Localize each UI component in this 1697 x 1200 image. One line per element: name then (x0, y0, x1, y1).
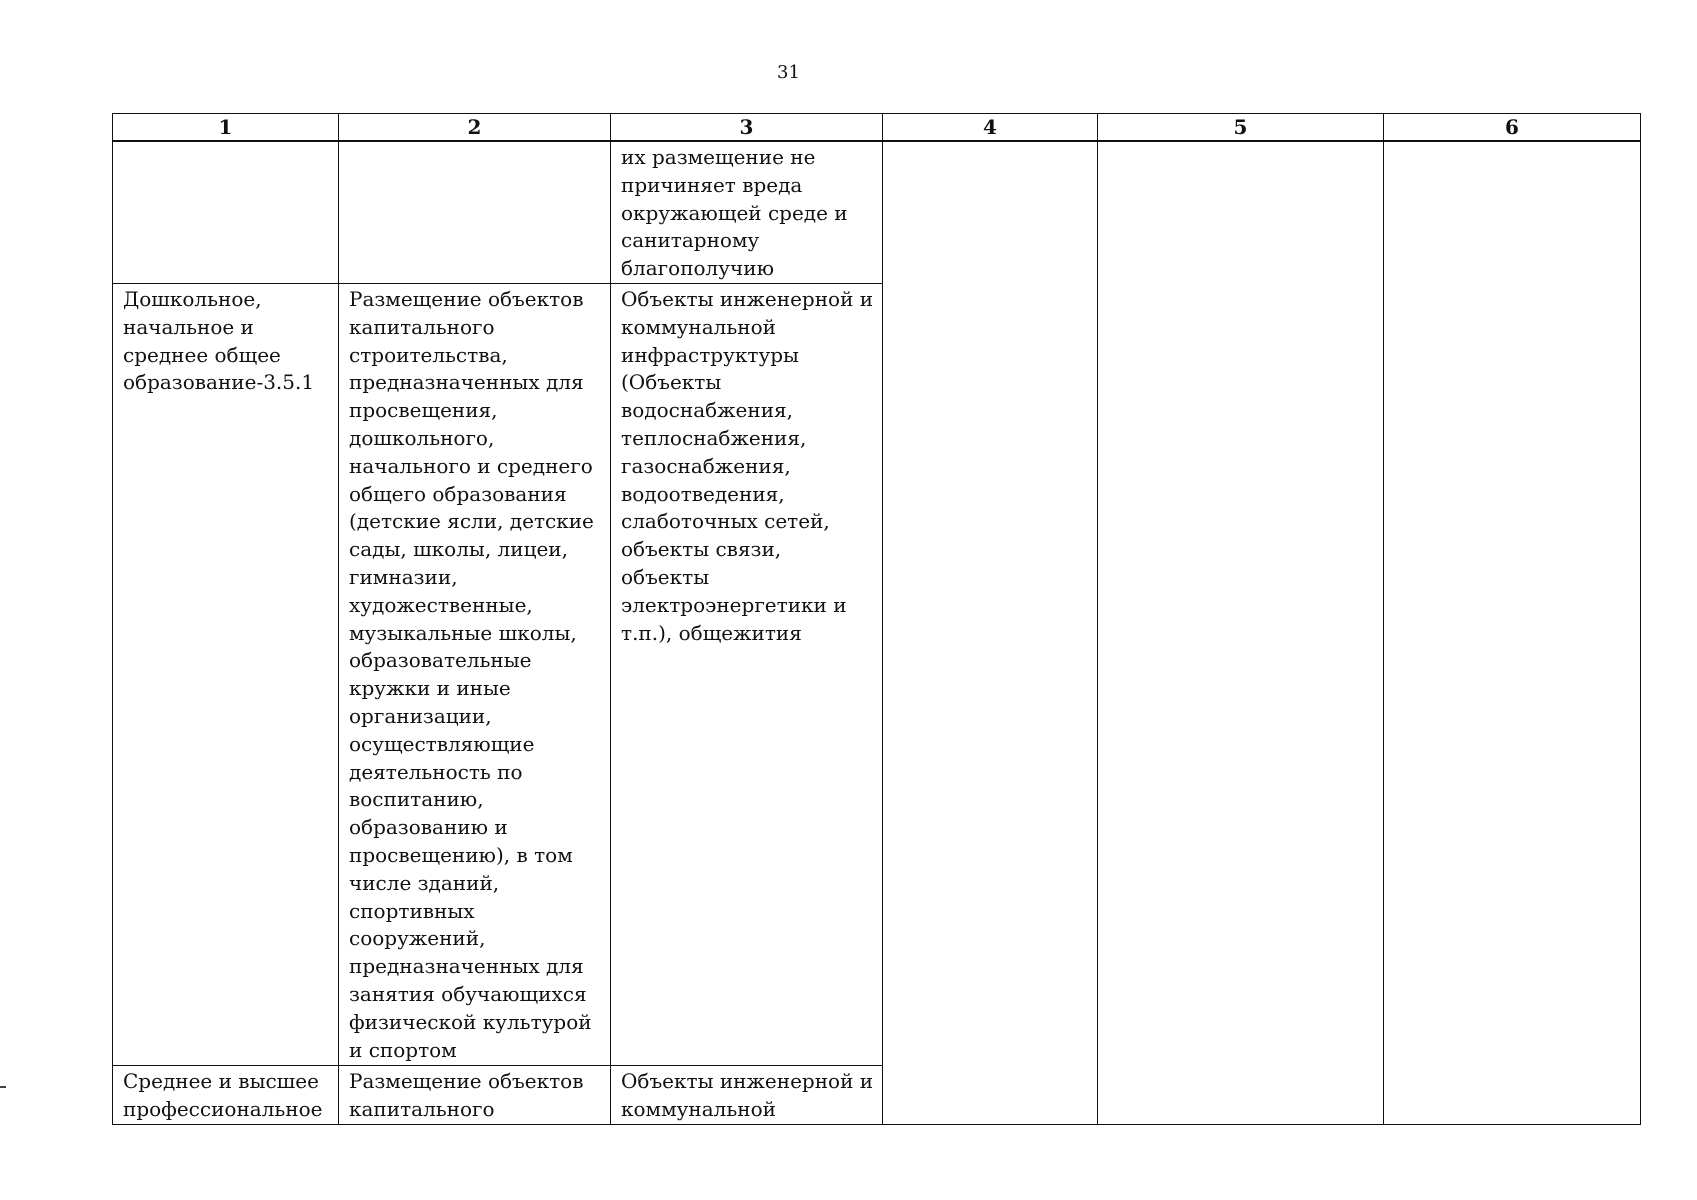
cell-use-description (339, 1065, 611, 1124)
cell-permitted-use (113, 141, 339, 283)
cell-auxiliary-use (611, 141, 883, 283)
cell-use-description (339, 141, 611, 283)
cell-column-6 (1384, 141, 1641, 1124)
cell-text: Среднее и высшее профессиональное (123, 1068, 323, 1121)
column-header-3: 3 (611, 114, 883, 142)
table-row (113, 141, 1641, 283)
cell-auxiliary-use (611, 283, 883, 1065)
cell-text: Объекты инженерной и коммунальной инфраструктуры (Объекты водоснабжения, теплоснабжения, газоснабжения, водоотведения, слаботочных сетей, объекты связи, объекты электроэнергетики и т.п.), общежития (621, 286, 874, 645)
cell-permitted-use (113, 283, 339, 1065)
column-header-6: 6 (1384, 114, 1641, 142)
page-number: 31 (777, 62, 800, 83)
cell-text: Объекты инженерной и коммунальной (621, 1068, 874, 1121)
cell-permitted-use (113, 1065, 339, 1124)
cell-text: их размещение не причиняет вреда окружающей среде и санитарному благополучию (621, 145, 848, 281)
regulations-table (112, 113, 1641, 1125)
cell-auxiliary-use (611, 1065, 883, 1124)
column-header-2: 2 (339, 114, 611, 142)
margin-mark (0, 1086, 6, 1088)
cell-column-4 (883, 141, 1098, 1124)
table-header-row (113, 114, 1641, 142)
column-header-4: 4 (883, 114, 1098, 142)
column-header-5: 5 (1098, 114, 1384, 142)
cell-text: Дошкольное, начальное и среднее общее образование-3.5.1 (123, 286, 315, 395)
cell-text: Размещение объектов капитального (349, 1068, 584, 1121)
cell-use-description (339, 283, 611, 1065)
column-header-1: 1 (113, 114, 339, 142)
cell-text: Размещение объектов капитального строительства, предназначенных для просвещения, дошкольного, начального и среднего общего образования (детские ясли, детские сады, школы, лицеи, гимназии, художественные, музыкальные школы, образовательные кружки и иные организации, осуществляющие деятельность по воспитанию, образованию и просвещению), в том числе зданий, спортивных сооружений, предназначенных для занятия обучающихся физической культурой и спортом (349, 286, 594, 1062)
cell-column-5 (1098, 141, 1384, 1124)
